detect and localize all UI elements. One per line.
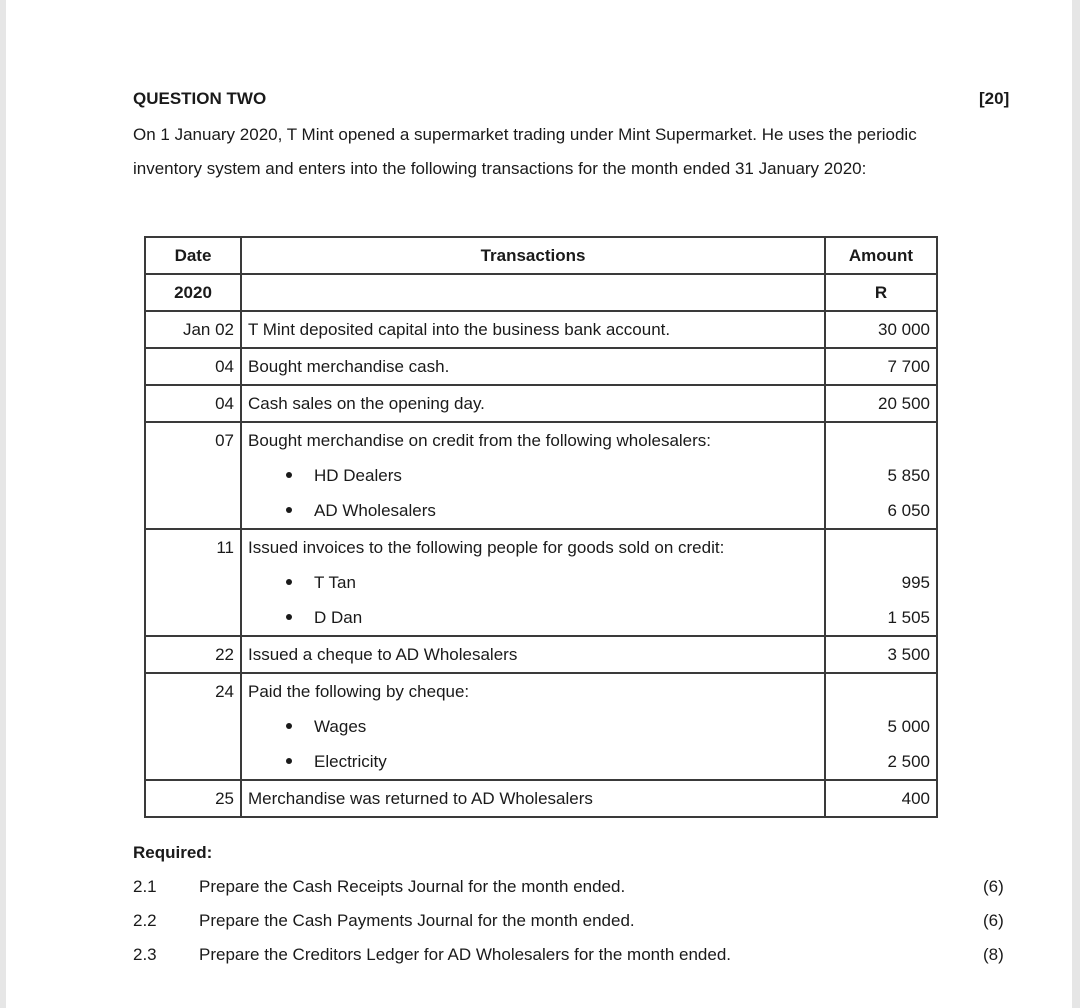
requirement-marks: (8) <box>983 945 1004 964</box>
table-row <box>145 673 937 709</box>
requirement-marks: (6) <box>983 877 1004 896</box>
requirement-number: 2.1 <box>133 877 157 896</box>
transactions-table <box>144 236 938 818</box>
subitem-label: AD Wholesalers <box>314 500 436 520</box>
header-date: Date <box>145 237 241 274</box>
subitem-amount: 5 000 <box>825 709 937 744</box>
row-desc: Issued a cheque to AD Wholesalers <box>241 636 825 673</box>
row-desc: Paid the following by cheque: <box>241 673 825 709</box>
table-subheader-row <box>145 274 937 311</box>
bullet-icon <box>286 614 292 620</box>
table-subitem-row <box>145 458 937 493</box>
bullet-icon <box>286 723 292 729</box>
table-row <box>145 422 937 458</box>
subitem-amount: 5 850 <box>825 458 937 493</box>
bullet-icon <box>286 472 292 478</box>
table-row <box>145 636 937 673</box>
row-date: 04 <box>145 385 241 422</box>
row-desc: Bought merchandise cash. <box>241 348 825 385</box>
subitem-label: T Tan <box>314 572 356 592</box>
table-row <box>145 348 937 385</box>
table-row <box>145 385 937 422</box>
bullet-icon <box>286 758 292 764</box>
subitem-amount: 2 500 <box>825 744 937 780</box>
row-date: Jan 02 <box>145 311 241 348</box>
row-date: 24 <box>145 673 241 709</box>
subitem-amount: 995 <box>825 565 937 600</box>
requirement-number: 2.3 <box>133 945 157 964</box>
table-subitem-row <box>145 600 937 636</box>
table-header-row <box>145 237 937 274</box>
row-amount: 30 000 <box>825 311 937 348</box>
row-desc: Cash sales on the opening day. <box>241 385 825 422</box>
row-amount: 7 700 <box>825 348 937 385</box>
subitem-label: Wages <box>314 716 367 736</box>
required-heading: Required: <box>133 843 213 862</box>
header-transactions: Transactions <box>241 237 825 274</box>
row-desc: T Mint deposited capital into the business bank account. <box>241 311 825 348</box>
row-desc: Issued invoices to the following people for goods sold on credit: <box>241 529 825 565</box>
row-date: 11 <box>145 529 241 565</box>
requirement-text: Prepare the Creditors Ledger for AD Wholesalers for the month ended. <box>199 945 732 964</box>
table-subitem-row <box>145 709 937 744</box>
header-amount: Amount <box>825 237 937 274</box>
requirement-marks: (6) <box>983 911 1004 930</box>
table-subitem-row <box>145 565 937 600</box>
row-amount: 20 500 <box>825 385 937 422</box>
currency-cell: R <box>825 274 937 311</box>
table-row <box>145 529 937 565</box>
requirement-number: 2.2 <box>133 911 157 930</box>
subitem-amount: 1 505 <box>825 600 937 636</box>
bullet-icon <box>286 579 292 585</box>
row-amount: 3 500 <box>825 636 937 673</box>
year-cell: 2020 <box>145 274 241 311</box>
bullet-icon <box>286 507 292 513</box>
table-subitem-row <box>145 744 937 780</box>
row-date: 22 <box>145 636 241 673</box>
row-desc: Merchandise was returned to AD Wholesalers <box>241 780 825 817</box>
row-date: 07 <box>145 422 241 458</box>
row-amount: 400 <box>825 780 937 817</box>
subitem-label: Electricity <box>314 751 387 771</box>
requirement-text: Prepare the Cash Payments Journal for the month ended. <box>199 911 635 930</box>
requirement-text: Prepare the Cash Receipts Journal for the month ended. <box>199 877 626 896</box>
subitem-label: HD Dealers <box>314 465 402 485</box>
table-row <box>145 311 937 348</box>
row-date: 25 <box>145 780 241 817</box>
intro-paragraph: On 1 January 2020, T Mint opened a supermarket trading under Mint Supermarket. He uses the periodic inventory system and enters into the following transactions for the month ended 31 January 2020: <box>133 125 917 178</box>
question-marks: [20] <box>979 89 1010 108</box>
table-subitem-row <box>145 493 937 529</box>
document-page <box>6 0 1072 1008</box>
subitem-label: D Dan <box>314 607 363 627</box>
table-row <box>145 780 937 817</box>
subitem-amount: 6 050 <box>825 493 937 529</box>
requirement-item <box>133 938 1013 972</box>
row-date: 04 <box>145 348 241 385</box>
requirement-item <box>133 870 1013 904</box>
question-title: QUESTION TWO <box>133 89 267 108</box>
requirement-item <box>133 904 1013 938</box>
row-desc: Bought merchandise on credit from the following wholesalers: <box>241 422 825 458</box>
